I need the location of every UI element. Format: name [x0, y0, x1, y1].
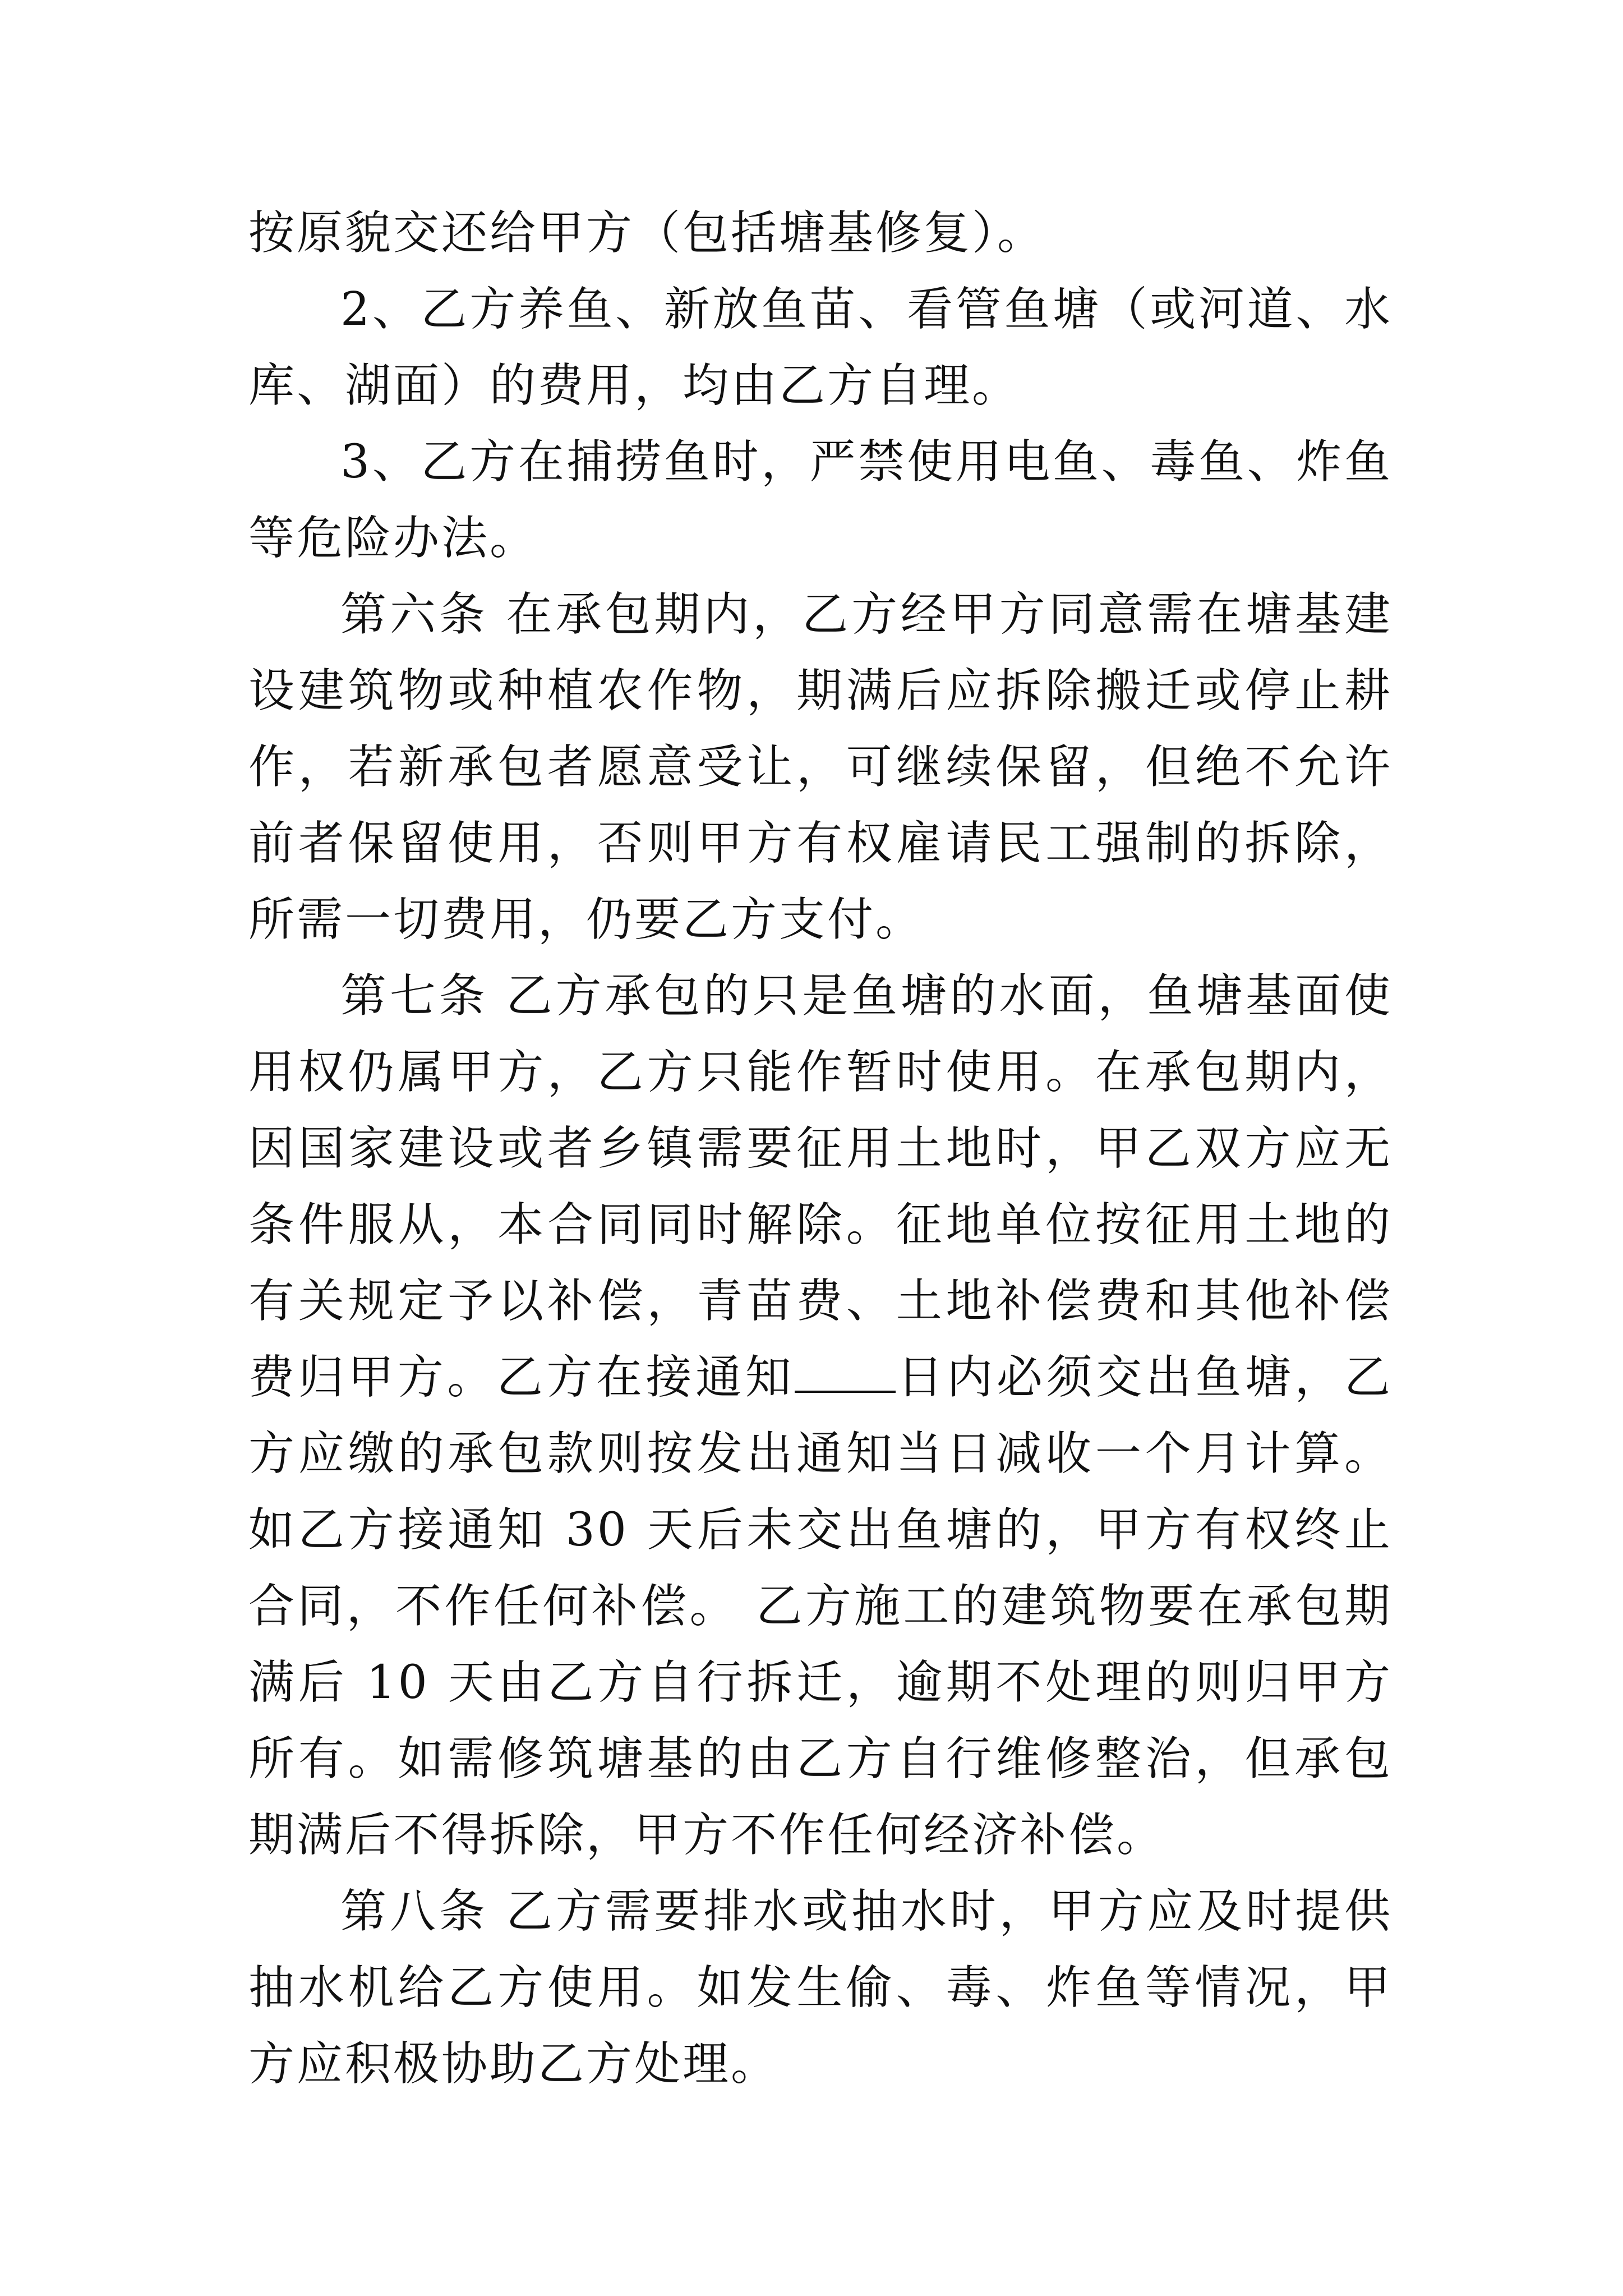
article-7-text-after-blank: 日内必须交出鱼塘，乙方应缴的承包款则按发出通知当日减收一个月计算。如乙方接通知 30 天后未交出鱼塘的，甲方有权终止合同，不作任何补偿。 乙方施工的建筑物要在承包期满后 10 天由乙方自行拆迁，逾期不处理的则归甲方所有。如需修筑塘基的由乙方自行维修整治，但承包期满后不得拆除，甲方不作任何经济补偿。	[248, 1351, 1393, 1862]
article-7-text-before-blank: 第七条 乙方承包的只是鱼塘的水面，鱼塘基面使用权仍属甲方，乙方只能作暂时使用。在承包期内，因国家建设或者乡镇需要征用土地时，甲乙双方应无条件服从，本合同同时解除。征地单位按征用土地的有关规定予以补偿，青苗费、土地补偿费和其他补偿费归甲方。乙方在接通知	[248, 969, 1393, 1404]
fill-in-blank-days	[795, 1356, 896, 1393]
paragraph-article-7	[248, 958, 1393, 1874]
paragraph-item-2: 2、乙方养鱼、新放鱼苗、看管鱼塘（或河道、水库、湖面）的费用，均由乙方自理。	[248, 283, 1393, 412]
paragraph-continuation: 按原貌交还给甲方（包括塘基修复）。	[248, 206, 1046, 260]
paragraph-item-3: 3、乙方在捕捞鱼时，严禁使用电鱼、毒鱼、炸鱼等危险办法。	[248, 435, 1393, 565]
document-body	[248, 195, 1393, 2102]
paragraph-article-6: 第六条 在承包期内，乙方经甲方同意需在塘基建设建筑物或种植农作物，期满后应拆除搬迁或停止耕作，若新承包者愿意受让，可继续保留，但绝不允许前者保留使用，否则甲方有权雇请民工强制的拆除，所需一切费用，仍要乙方支付。	[248, 588, 1393, 946]
paragraph-article-8: 第八条 乙方需要排水或抽水时，甲方应及时提供抽水机给乙方使用。如发生偷、毒、炸鱼等情况，甲方应积极协助乙方处理。	[248, 1885, 1393, 2091]
